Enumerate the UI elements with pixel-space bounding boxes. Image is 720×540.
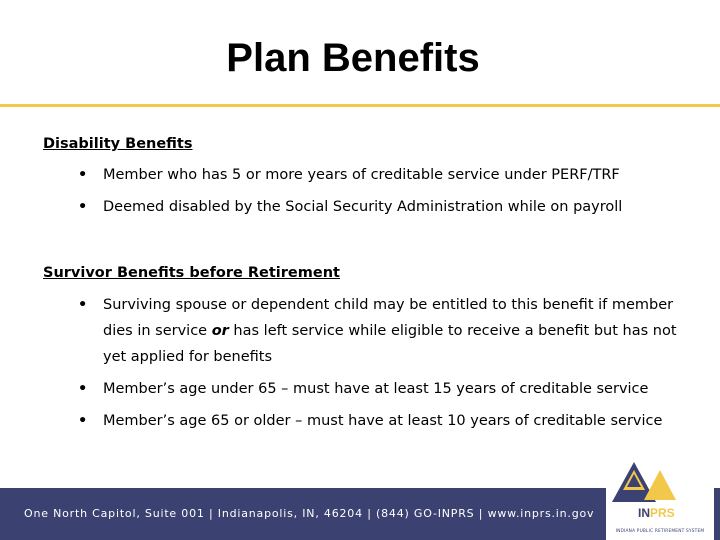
list-item bbox=[78, 292, 698, 370]
logo-wordmark: INPRS bbox=[638, 506, 675, 520]
bullet-icon: • bbox=[78, 167, 88, 183]
disability-bullet-list bbox=[78, 162, 698, 220]
bullet-icon: • bbox=[78, 413, 88, 429]
section-heading-survivor: Survivor Benefits before Retirement bbox=[43, 265, 340, 281]
bullet-text: Surviving spouse or dependent child may be entitled to this benefit if member dies in service or has left service while eligible to receive a benefit but has not yet applied for benefits bbox=[103, 297, 677, 365]
bullet-icon: • bbox=[78, 199, 88, 215]
pyramid-icon bbox=[606, 460, 714, 540]
list-item bbox=[78, 194, 698, 220]
emphasis-or: or bbox=[211, 323, 229, 339]
bullet-icon: • bbox=[78, 297, 88, 313]
survivor-bullet-list bbox=[78, 292, 698, 434]
slide-title: Plan Benefits bbox=[226, 36, 480, 80]
list-item bbox=[78, 408, 698, 434]
bullet-icon: • bbox=[78, 381, 88, 397]
inprs-logo bbox=[606, 460, 714, 540]
bullet-text: Member who has 5 or more years of creditable service under PERF/TRF bbox=[103, 167, 620, 183]
title-divider bbox=[0, 104, 720, 107]
footer-address: One North Capitol, Suite 001 | Indianapolis, IN, 46204 | (844) GO-INPRS | www.inprs.in.gov bbox=[24, 507, 595, 520]
bullet-text: Deemed disabled by the Social Security Administration while on payroll bbox=[103, 199, 623, 215]
bullet-text: Member’s age under 65 – must have at least 15 years of creditable service bbox=[103, 381, 649, 397]
section-heading-disability: Disability Benefits bbox=[43, 136, 193, 152]
list-item bbox=[78, 376, 698, 402]
logo-tagline: INDIANA PUBLIC RETIREMENT SYSTEM bbox=[615, 529, 705, 534]
bullet-text: Member’s age 65 or older – must have at least 10 years of creditable service bbox=[103, 413, 663, 429]
list-item bbox=[78, 162, 698, 188]
